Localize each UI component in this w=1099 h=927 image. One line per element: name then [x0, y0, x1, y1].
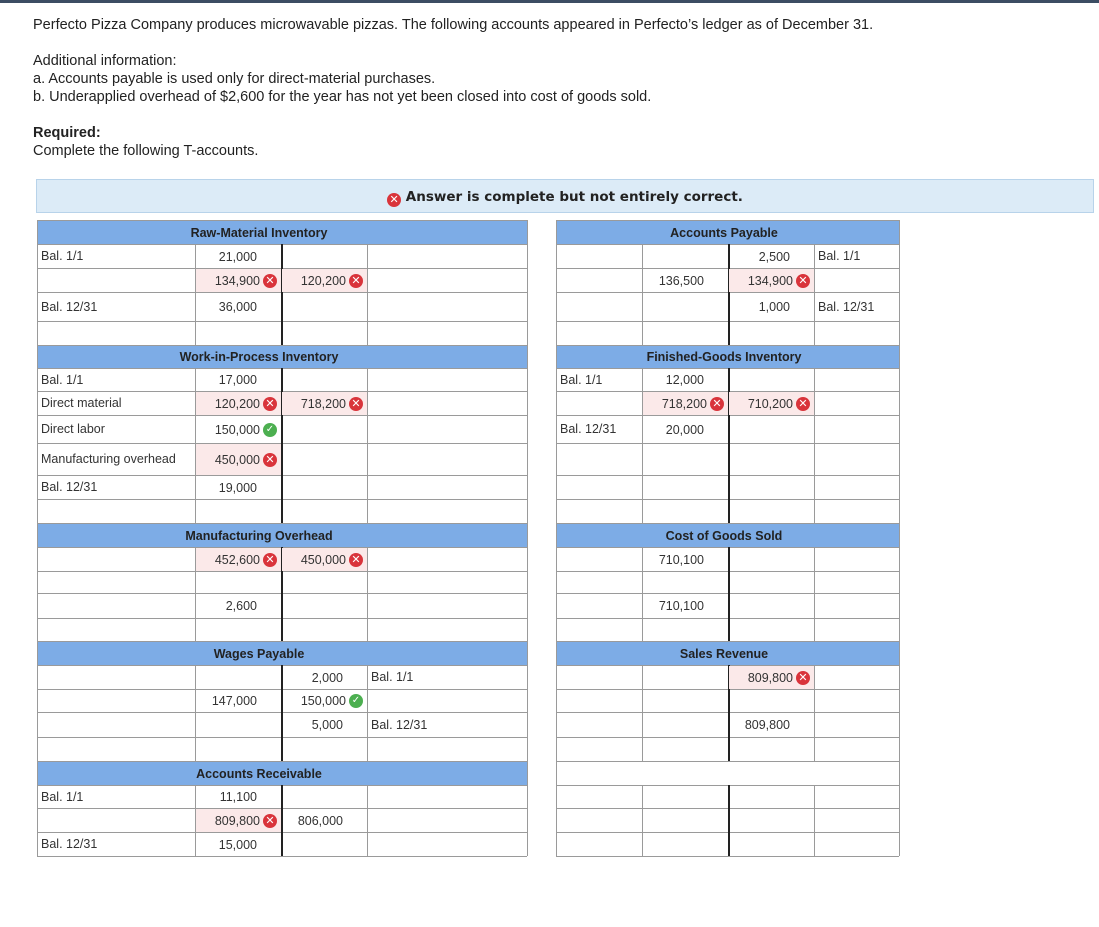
x-circle-icon: ✕ — [349, 397, 363, 411]
ap-balance-label-text: Bal. 1/1 — [818, 249, 861, 263]
wip-account-title-label: Work-in-Process Inventory — [179, 350, 339, 364]
wip-row-label — [38, 392, 195, 415]
ar-debit-cell-value: 11,100 — [219, 790, 257, 804]
sales-credit-cell-value: 809,800 — [744, 718, 790, 732]
left-block-column-line — [281, 244, 283, 345]
ap-balance-label — [815, 293, 899, 321]
right-block-border-right — [899, 220, 900, 856]
sales-credit-cell[interactable] — [729, 666, 814, 689]
ap-credit-cell-value: 134,900 — [747, 273, 793, 288]
additional-info-a: a. Accounts payable is used only for direct-material purchases. — [33, 71, 436, 87]
left-block-column-line — [367, 368, 368, 523]
wip-debit-cell-value: 19,000 — [218, 480, 257, 495]
wip-debit-cell-value: 17,000 — [218, 373, 257, 387]
fg-debit-cell-value: 20,000 — [665, 422, 704, 437]
wages-credit-cell-value: 2,000 — [311, 670, 343, 685]
ar-account-title-label: Accounts Receivable — [196, 766, 322, 781]
cogs-account-title — [557, 524, 899, 547]
moh-credit-cell[interactable] — [282, 548, 367, 571]
cogs-debit-cell[interactable] — [643, 548, 728, 571]
right-block-column-line — [728, 785, 730, 856]
x-circle-icon: ✕ — [263, 553, 277, 567]
right-block-column-line — [814, 368, 815, 523]
fg-debit-cell[interactable] — [643, 392, 728, 415]
intro-text: Perfecto Pizza Company produces microwavable pizzas. The following accounts appeared in Perfecto’s ledger as of December 31. — [33, 17, 874, 33]
sales-credit-cell-value: 809,800 — [747, 670, 793, 685]
fg-credit-cell[interactable] — [729, 392, 814, 415]
raw-row-label-text: Bal. 12/31 — [41, 299, 98, 314]
raw-debit-cell[interactable] — [196, 269, 281, 292]
ap-credit-cell-value: 2,500 — [758, 249, 790, 264]
wages-credit-cell-value: 5,000 — [311, 718, 343, 732]
moh-account-title — [38, 524, 527, 547]
ar-debit-cell-value: 809,800 — [214, 813, 260, 828]
raw-credit-cell[interactable] — [282, 269, 367, 292]
wip-account-title — [38, 346, 527, 368]
wip-row-label-text: Bal. 12/31 — [41, 480, 98, 494]
wip-debit-cell-value: 450,000 — [214, 452, 260, 467]
wip-debit-cell[interactable] — [196, 369, 281, 391]
raw-row-label — [38, 245, 195, 268]
ar-row-label-text: Bal. 1/1 — [41, 789, 84, 804]
ap-credit-cell[interactable] — [729, 269, 814, 292]
wip-row-label — [38, 416, 195, 443]
fg-debit-cell[interactable] — [643, 416, 728, 443]
wip-debit-cell[interactable] — [196, 392, 281, 415]
right-block-column-line — [814, 665, 815, 761]
cogs-debit-cell-value: 710,100 — [658, 552, 704, 567]
cogs-debit-cell-value: 710,100 — [658, 599, 704, 613]
wages-debit-cell-value: 147,000 — [211, 694, 257, 708]
fg-row-label-text: Bal. 12/31 — [560, 422, 617, 436]
raw-debit-cell[interactable] — [196, 245, 281, 268]
row-divider — [37, 856, 527, 857]
ap-credit-cell[interactable] — [729, 293, 814, 321]
x-circle-icon: ✕ — [263, 814, 277, 828]
fg-debit-cell[interactable] — [643, 369, 728, 391]
wip-debit-cell[interactable] — [196, 416, 281, 443]
wip-credit-cell-value: 718,200 — [300, 396, 346, 411]
left-block-column-line — [195, 665, 196, 761]
fg-credit-cell-value: 710,200 — [747, 396, 793, 411]
row-divider — [556, 761, 899, 762]
left-block-column-line — [367, 244, 368, 345]
sales-account-title — [557, 642, 899, 665]
additional-info-heading: Additional information: — [33, 53, 177, 69]
wages-credit-cell-value: 150,000 — [300, 694, 346, 708]
banner-text: Answer is complete but not entirely correct. — [405, 189, 743, 205]
ar-credit-cell-value: 806,000 — [297, 813, 343, 828]
wip-debit-cell-value: 120,200 — [214, 396, 260, 411]
raw-debit-cell[interactable] — [196, 293, 281, 321]
cogs-debit-cell[interactable] — [643, 594, 728, 618]
ar-debit-cell[interactable] — [196, 786, 281, 808]
ap-debit-cell[interactable] — [643, 269, 728, 292]
fg-debit-cell-value: 12,000 — [665, 373, 704, 387]
moh-account-title-label: Manufacturing Overhead — [185, 528, 333, 543]
x-circle-icon: ✕ — [263, 453, 277, 467]
wip-debit-cell[interactable] — [196, 444, 281, 475]
raw-debit-cell-value: 134,900 — [214, 273, 260, 288]
ar-row-label — [38, 786, 195, 808]
raw-debit-cell-value: 36,000 — [218, 300, 257, 314]
ap-credit-cell[interactable] — [729, 245, 814, 268]
fg-row-label-text: Bal. 1/1 — [560, 372, 603, 387]
wages-credit-cell[interactable] — [282, 666, 367, 689]
sales-account-title-label: Sales Revenue — [679, 646, 769, 661]
wip-row-label-text: Direct labor — [41, 422, 105, 436]
fg-debit-cell-value: 718,200 — [661, 396, 707, 411]
x-circle-icon: ✕ — [263, 397, 277, 411]
ar-debit-cell[interactable] — [196, 809, 281, 832]
fg-row-label — [557, 416, 642, 443]
x-circle-icon: ✕ — [796, 397, 810, 411]
left-block-column-line — [367, 547, 368, 641]
row-divider — [556, 856, 899, 857]
check-circle-icon: ✓ — [349, 694, 363, 708]
wip-row-label — [38, 369, 195, 391]
ar-debit-cell[interactable] — [196, 833, 281, 856]
wip-row-label-text: Manufacturing overhead — [41, 452, 176, 466]
ap-account-title-label: Accounts Payable — [670, 225, 778, 240]
ar-row-label — [38, 833, 195, 856]
wip-row-label-text: Bal. 1/1 — [41, 372, 84, 387]
fg-account-title-label: Finished-Goods Inventory — [646, 350, 802, 364]
x-circle-icon: ✕ — [796, 671, 810, 685]
additional-info-b: b. Underapplied overhead of $2,600 for the year has not yet been closed into cost of goods sold. — [33, 89, 652, 105]
check-circle-icon: ✓ — [263, 423, 277, 437]
moh-credit-cell-value: 450,000 — [300, 552, 346, 567]
raw-account-title-label: Raw-Material Inventory — [190, 225, 328, 240]
moh-debit-cell-value: 2,600 — [225, 599, 257, 613]
moh-debit-cell[interactable] — [196, 548, 281, 571]
sales-credit-cell[interactable] — [729, 713, 814, 737]
right-block-column-line — [642, 244, 643, 345]
wip-row-label-text: Direct material — [41, 396, 122, 410]
ap-debit-cell-value: 136,500 — [658, 273, 704, 288]
fg-row-label — [557, 369, 642, 391]
right-block-column-line — [814, 547, 815, 641]
cogs-account-title-label: Cost of Goods Sold — [665, 528, 783, 543]
x-circle-icon: ✕ — [349, 274, 363, 288]
ap-balance-label-text: Bal. 12/31 — [818, 299, 875, 314]
ap-balance-label — [815, 245, 899, 268]
wip-row-label — [38, 444, 195, 475]
raw-row-label — [38, 293, 195, 321]
wip-credit-cell[interactable] — [282, 392, 367, 415]
right-block-column-line — [642, 785, 643, 856]
ar-account-title — [38, 762, 527, 785]
ap-credit-cell-value: 1,000 — [758, 300, 790, 314]
left-block-border-right — [527, 220, 528, 856]
wages-balance-label — [368, 713, 527, 737]
wages-account-title — [38, 642, 527, 665]
raw-debit-cell-value: 21,000 — [218, 249, 257, 264]
raw-account-title — [38, 221, 527, 244]
x-circle-icon: ✕ — [710, 397, 724, 411]
fg-account-title — [557, 346, 899, 368]
wages-balance-label-text: Bal. 1/1 — [371, 670, 414, 684]
raw-row-label-text: Bal. 1/1 — [41, 249, 84, 263]
wages-balance-label — [368, 666, 527, 689]
raw-credit-cell-value: 120,200 — [300, 273, 346, 288]
ar-debit-cell-value: 15,000 — [218, 837, 257, 852]
right-block-column-line — [814, 785, 815, 856]
required-heading: Required: — [33, 125, 101, 141]
wages-credit-cell[interactable] — [282, 690, 367, 712]
ap-account-title — [557, 221, 899, 244]
left-block-column-line — [367, 785, 368, 856]
right-block-column-line — [642, 665, 643, 761]
wip-debit-cell-value: 150,000 — [214, 422, 260, 437]
x-circle-icon: ✕ — [387, 193, 401, 207]
moh-debit-cell-value: 452,600 — [214, 552, 260, 567]
wages-credit-cell[interactable] — [282, 713, 367, 737]
required-text: Complete the following T-accounts. — [33, 143, 259, 159]
wages-balance-label-text: Bal. 12/31 — [371, 717, 428, 732]
x-circle-icon: ✕ — [349, 553, 363, 567]
wip-debit-cell[interactable] — [196, 476, 281, 499]
wages-account-title-label: Wages Payable — [213, 646, 305, 661]
wip-row-label — [38, 476, 195, 499]
moh-debit-cell[interactable] — [196, 594, 281, 618]
right-block-column-line — [728, 547, 730, 641]
x-circle-icon: ✕ — [796, 274, 810, 288]
ar-row-label-text: Bal. 12/31 — [41, 837, 98, 851]
wages-debit-cell[interactable] — [196, 690, 281, 712]
ar-credit-cell[interactable] — [282, 809, 367, 832]
x-circle-icon: ✕ — [263, 274, 277, 288]
